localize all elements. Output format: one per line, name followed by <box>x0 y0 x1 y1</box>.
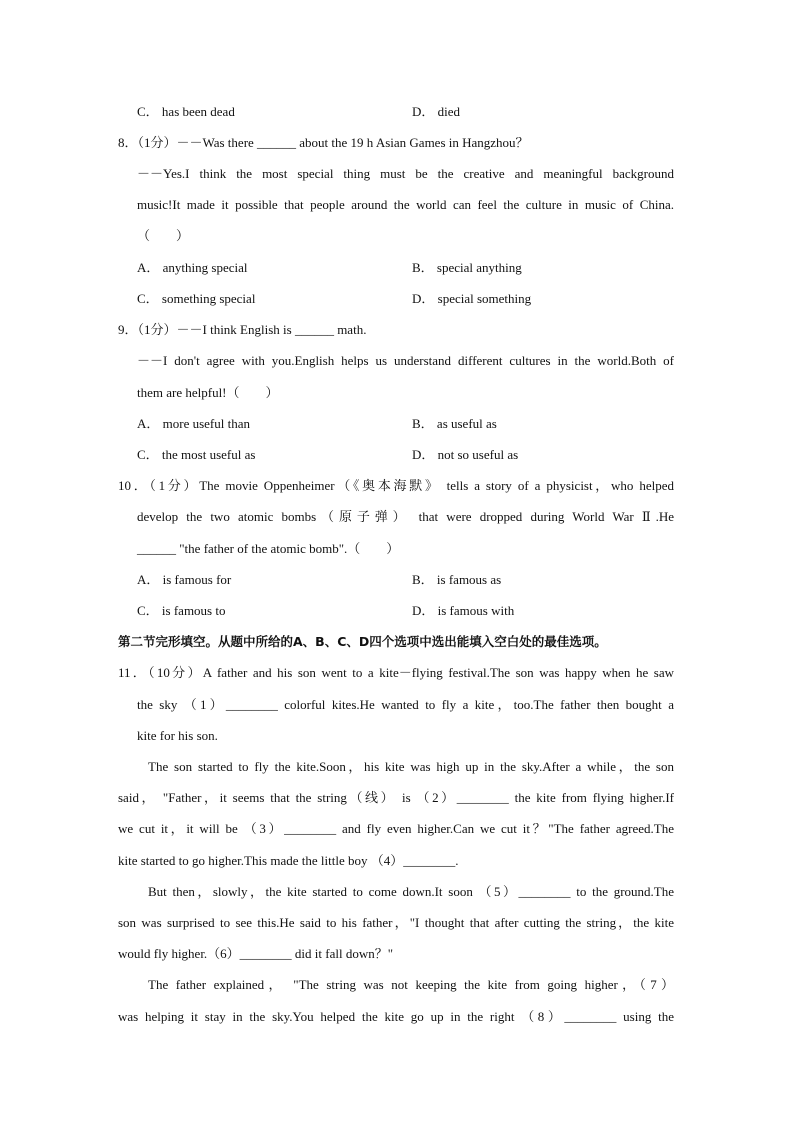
q8-option-c: C． something special <box>137 291 256 306</box>
q11-para3-line-3: would fly higher.（6）________ did it fall down？" <box>118 946 394 961</box>
q8-stem: 8．（1分）－－Was there ______ about the 19 h Asian Games in Hangzhou？ <box>118 135 529 150</box>
q10-option-a: A． is famous for <box>137 572 232 587</box>
q11-para4-line-1: The father explained， "The string was not keeping the kite from going higher，（7） <box>148 977 674 992</box>
q10-option-c: C． is famous to <box>137 603 226 618</box>
q8-answer-bracket: （ ） <box>137 228 190 243</box>
q9-line-3: them are helpful!（ ） <box>137 385 279 400</box>
q9-option-d: D． not so useful as <box>412 447 519 462</box>
q8-option-d: D． special something <box>412 291 532 306</box>
q9-option-c: C． the most useful as <box>137 447 256 462</box>
q9-option-a: A． more useful than <box>137 416 251 431</box>
q8-option-a: A． anything special <box>137 260 248 275</box>
q10-line-3: ______ "the father of the atomic bomb".（ ） <box>137 541 400 556</box>
section-heading: 第二节完形填空。从题中所给的A、B、C、D四个选项中选出能填入空白处的最佳选项。 <box>118 634 607 649</box>
q11-para2-line-2: said， "Father，it seems that the string（线） is （2）________ the kite from flying higher.If <box>118 790 674 805</box>
q11-para2-line-1: The son started to fly the kite.Soon，his kite was high up in the sky.After a while，the son <box>148 759 674 774</box>
q9-stem: 9．（1分）－－I think English is ______ math. <box>118 322 367 337</box>
q10-line-2: develop the two atomic bombs（原子弹） that were dropped during World War Ⅱ.He <box>137 509 674 524</box>
q9-option-b: B． as useful as <box>412 416 497 431</box>
q9-line-2: －－I don't agree with you.English helps us understand different cultures in the world.Both of <box>137 353 674 368</box>
q10-option-b: B． is famous as <box>412 572 502 587</box>
q11-para2-line-4: kite started to go higher.This made the little boy （4）________. <box>118 853 459 868</box>
q11-line-2: the sky （1）________ colorful kites.He wanted to fly a kite，too.The father then bought a <box>137 697 674 712</box>
q10-option-d: D． is famous with <box>412 603 515 618</box>
q11-para2-line-3: we cut it，it will be （3）________ and fly even higher.Can we cut it？"The father agreed.The <box>118 821 674 836</box>
q11-para3-line-1: But then，slowly，the kite started to come down.It soon （5）________ to the ground.The <box>148 884 674 899</box>
q11-line-3: kite for his son. <box>137 728 218 743</box>
q11-para4-line-2: was helping it stay in the sky.You helped the kite go up in the right （8）________ using the <box>118 1009 674 1024</box>
q7-option-d: D． died <box>412 104 461 119</box>
q8-line-2: －－Yes.I think the most special thing must be the creative and meaningful background <box>137 166 674 181</box>
q7-option-c: C． has been dead <box>137 104 235 119</box>
q8-line-3: music!It made it possible that people around the world can feel the culture in music of China. <box>137 197 674 212</box>
q11-para3-line-2: son was surprised to see this.He said to his father，"I thought that after cutting the string，the kite <box>118 915 674 930</box>
q8-option-b: B． special anything <box>412 260 522 275</box>
q11-line-1: 11．（10分）A father and his son went to a kite－flying festival.The son was happy when he saw <box>118 665 674 680</box>
q10-line-1: 10．（1分）The movie Oppenheimer（《奥本海默》 tells a story of a physicist，who helped <box>118 478 674 493</box>
